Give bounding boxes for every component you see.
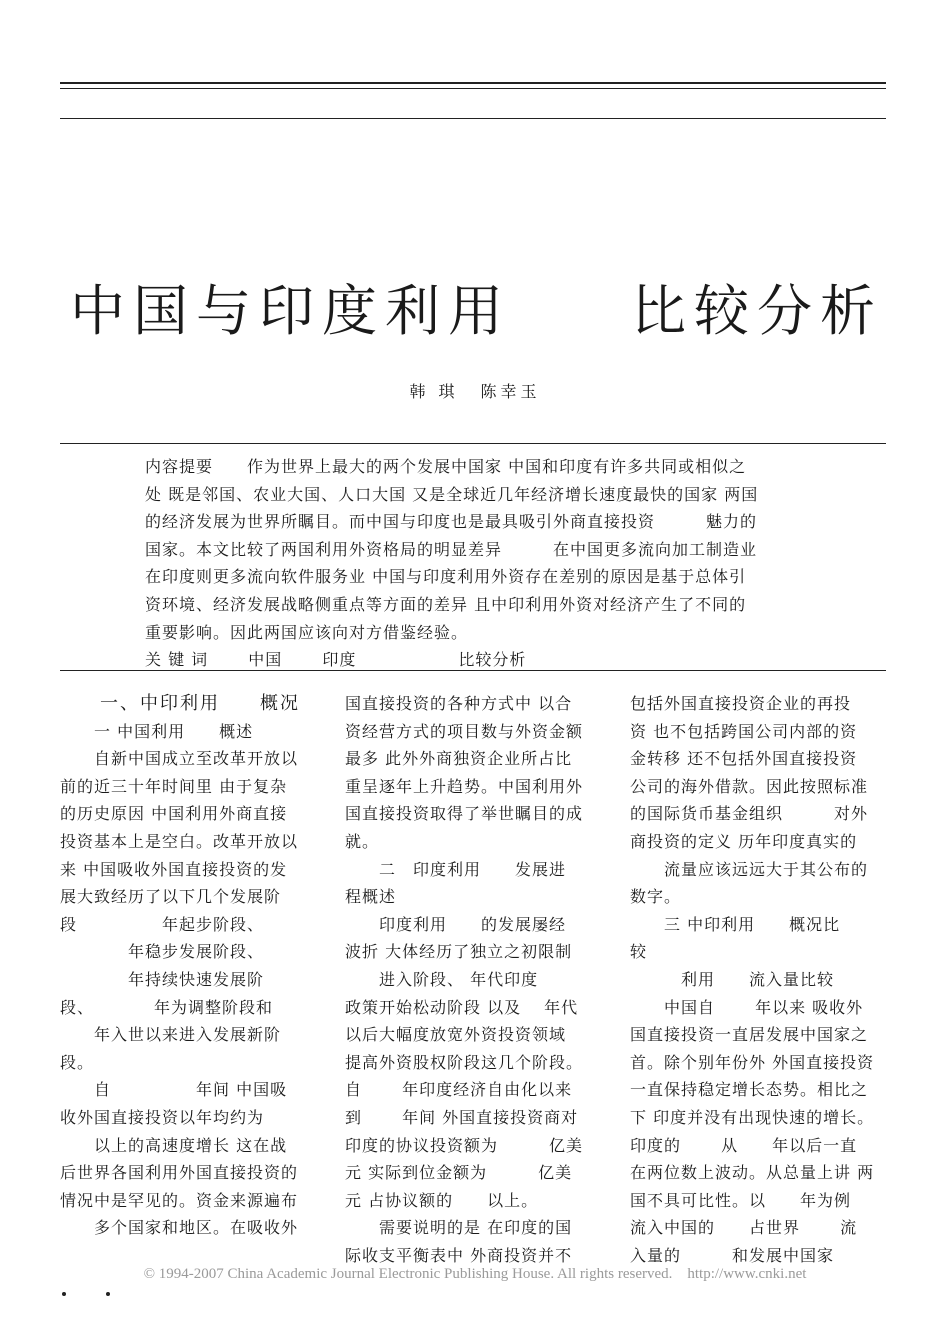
text-line: 段、 年为调整阶段和 <box>60 997 274 1017</box>
copyright-text: © 1994-2007 China Academic Journal Electronic Publishing House. All rights reserved. <box>143 1266 673 1282</box>
text-line: 一直保持稳定增长态势。相比之 <box>630 1080 869 1100</box>
text-line: 需要说明的是 在印度的国 <box>345 1218 573 1238</box>
text-line: 国直接投资的各种方式中 以合 <box>345 694 573 713</box>
text-line: 印度的 从 年以后一直 <box>630 1135 858 1155</box>
text-line: 资 也不包括跨国公司内部的资 <box>630 721 858 741</box>
abstract-block <box>145 453 805 674</box>
text-line: 首。除个别年份外 外国直接投资 <box>630 1052 875 1072</box>
text-line: 来 中国吸收外国直接投资的发 <box>60 859 288 879</box>
text-line: 年持续快速发展阶 <box>60 969 265 989</box>
title-part-1: 中国与印度利用 <box>70 279 512 343</box>
text-line: 国直接投资取得了举世瞩目的成 <box>345 804 584 824</box>
body-column-2 <box>345 690 603 1269</box>
text-line: 情况中是罕见的。资金来源遍布 <box>60 1190 299 1210</box>
text-line: 资经营方式的项目数与外资金额 <box>345 721 584 741</box>
text-line: 二 印度利用 发展进 <box>345 859 567 879</box>
text-line: 重呈逐年上升趋势。中国利用外 <box>345 776 584 796</box>
text-line: 展大致经历了以下几个发展阶 <box>60 887 282 907</box>
text-line: 进入阶段、 年代印度 <box>345 969 539 989</box>
text-line: 在印度则更多流向软件服务业 中国与印度利用外资存在差别的原因是基于总体引 <box>145 567 747 587</box>
section-heading: 一、中印利用 概况 <box>60 693 300 714</box>
text-line: 入量的 和发展中国家 <box>630 1245 835 1265</box>
text-line: 印度利用 的发展屡经 <box>345 914 567 934</box>
text-line: 国不具可比性。以 年为例 <box>630 1190 852 1210</box>
author-name: 韩 琪 <box>409 382 459 401</box>
text-line: 利用 流入量比较 <box>630 969 835 989</box>
text-line: 程概述 <box>345 887 397 907</box>
text-line: 收外国直接投资以年均约为 <box>60 1107 265 1127</box>
author-name: 陈幸玉 <box>480 382 541 401</box>
text-line: 提高外资股权阶段这几个阶段。 <box>345 1052 584 1072</box>
text-line: 以上的高速度增长 这在战 <box>60 1135 288 1155</box>
text-line: 元 实际到位金额为 亿美 <box>345 1163 573 1183</box>
text-line: 到 年间 外国直接投资商对 <box>345 1107 579 1127</box>
scan-mark <box>62 1292 66 1296</box>
text-line: 年入世以来进入发展新阶 <box>60 1025 282 1045</box>
text-line: 较 <box>630 942 648 962</box>
site-url: http://www.cnki.net <box>687 1266 807 1282</box>
text-line: 包括外国直接投资企业的再投 <box>630 694 852 713</box>
text-line: 公司的海外借款。因此按照标准 <box>630 776 869 796</box>
text-line: 商投资的定义 历年印度真实的 <box>630 831 858 851</box>
text-line: 段。 <box>60 1052 95 1072</box>
text-line: 印度的协议投资额为 亿美 <box>345 1135 584 1155</box>
text-line: 段 年起步阶段、 <box>60 914 265 934</box>
text-line: 一 中国利用 概述 <box>60 721 254 741</box>
body-column-3 <box>630 690 888 1269</box>
text-line: 国直接投资一直居发展中国家之 <box>630 1025 869 1045</box>
text-line: 自 年印度经济自由化以来 <box>345 1080 573 1100</box>
text-line: 关 键 词 中国 印度 比较分析 <box>145 650 527 670</box>
text-line: 元 占协议额的 以上。 <box>345 1190 539 1210</box>
text-line: 自 年间 中国吸 <box>60 1080 288 1100</box>
text-line: 前的近三十年时间里 由于复杂 <box>60 776 288 796</box>
text-line: 波折 大体经历了独立之初限制 <box>345 942 573 962</box>
text-line: 三 中印利用 概况比 <box>630 914 841 934</box>
text-line: 国家。本文比较了两国利用外资格局的明显差异 在中国更多流向加工制造业 <box>145 539 758 559</box>
title-part-2: 比较分析 <box>631 279 884 343</box>
scan-mark <box>106 1292 110 1296</box>
text-line: 金转移 还不包括外国直接投资 <box>630 749 858 769</box>
text-line: 资环境、经济发展战略侧重点等方面的差异 且中印利用外资对经济产生了不同的 <box>145 594 747 614</box>
text-line: 处 既是邻国、农业大国、人口大国 又是全球近几年经济增长速度最快的国家 两国 <box>145 484 759 504</box>
text-line: 际收支平衡表中 外商投资并不 <box>345 1245 573 1265</box>
header-rule-thin <box>60 118 886 119</box>
text-line: 自新中国成立至改革开放以 <box>60 749 299 769</box>
abstract-rule-top <box>60 443 886 444</box>
header-rule-bottom <box>60 88 886 89</box>
abstract-rule-bottom <box>60 670 886 671</box>
text-line: 最多 此外外商独资企业所占比 <box>345 749 573 769</box>
author-line <box>0 379 950 402</box>
copyright-footer <box>0 1266 950 1283</box>
text-line: 投资基本上是空白。改革开放以 <box>60 831 299 851</box>
text-line: 政策开始松动阶段 以及 年代 <box>345 997 579 1017</box>
body-column-1 <box>60 690 318 1242</box>
header-rule-top <box>60 82 886 84</box>
text-line: 多个国家和地区。在吸收外 <box>60 1218 299 1238</box>
text-line: 在两位数上波动。从总量上讲 两 <box>630 1163 875 1183</box>
text-line: 重要影响。因此两国应该向对方借鉴经验。 <box>145 622 469 642</box>
text-line: 数字。 <box>630 887 682 907</box>
text-line: 下 印度并没有出现快速的增长。 <box>630 1107 875 1127</box>
text-line: 就。 <box>345 831 380 851</box>
article-title <box>70 276 890 346</box>
text-line: 流量应该远远大于其公布的 <box>630 859 869 879</box>
text-line: 内容提要 作为世界上最大的两个发展中国家 中国和印度有许多共同或相似之 <box>145 457 747 476</box>
text-line: 中国自 年以来 吸收外 <box>630 997 864 1017</box>
text-line: 的历史原因 中国利用外商直接 <box>60 804 288 824</box>
text-line: 的国际货币基金组织 对外 <box>630 804 869 824</box>
text-line: 后世界各国利用外国直接投资的 <box>60 1163 299 1183</box>
text-line: 年稳步发展阶段、 <box>60 942 265 962</box>
text-line: 以后大幅度放宽外资投资领域 <box>345 1025 567 1045</box>
text-line: 流入中国的 占世界 流 <box>630 1218 858 1238</box>
text-line: 的经济发展为世界所瞩目。而中国与印度也是最具吸引外商直接投资 魅力的 <box>145 512 758 532</box>
